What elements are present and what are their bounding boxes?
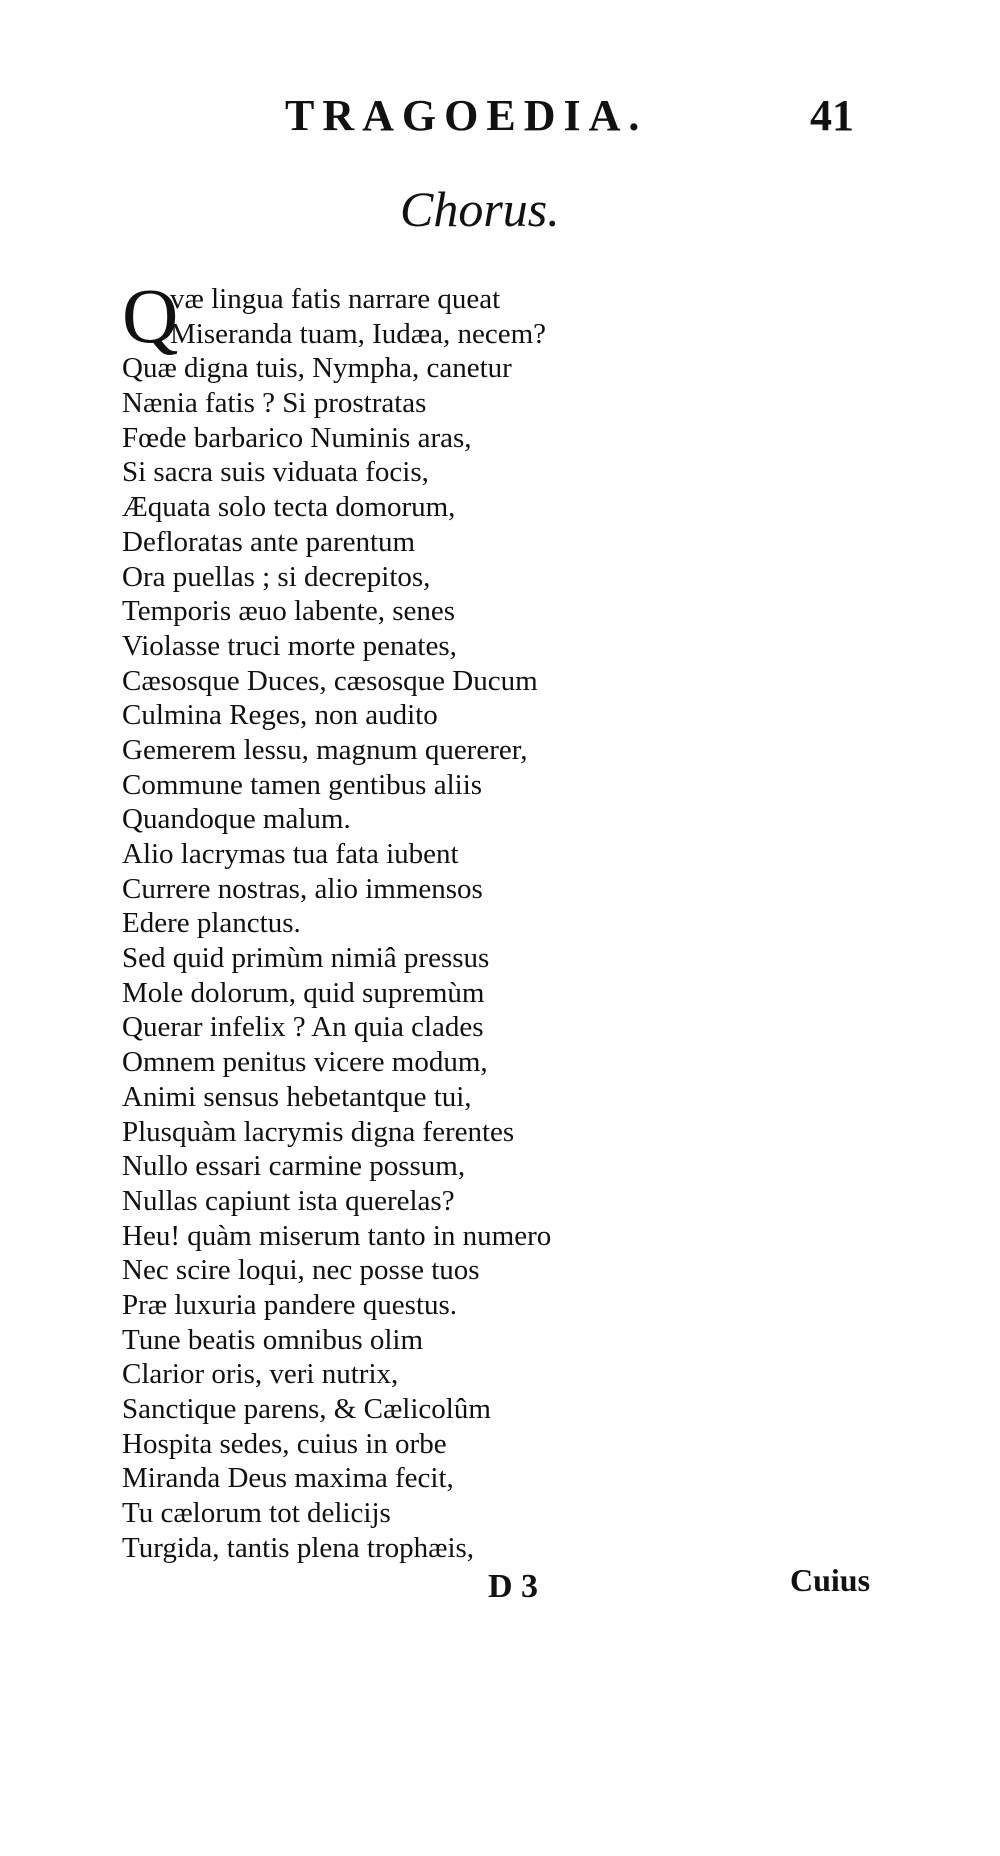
- verse-line: Commune tamen gentibus aliis: [122, 768, 483, 801]
- verse-line: Culmina Reges, non audito: [122, 699, 438, 732]
- signature-mark: D 3: [488, 1568, 539, 1605]
- verse-line: Nullas capiunt ista querelas?: [122, 1184, 455, 1217]
- verse-line: Querar infelix ? An quia clades: [122, 1011, 484, 1044]
- verse-line: Clarior oris, veri nutrix,: [122, 1358, 399, 1391]
- verse-line: Omnem penitus vicere modum,: [122, 1046, 488, 1079]
- verse-line: Præ luxuria pandere questus.: [122, 1288, 458, 1321]
- running-title: TRAGOEDIA.: [285, 91, 648, 140]
- verse-line: Ora puellas ; si decrepitos,: [122, 560, 431, 593]
- verse-line: væ lingua fatis narrare queat: [170, 283, 501, 315]
- verse-line: Sanctique parens, & Cælicolûm: [122, 1393, 491, 1425]
- catchword: Cuius: [790, 1562, 871, 1598]
- verse-line: Temporis æuo labente, senes: [122, 595, 456, 628]
- verse-line: Quæ digna tuis, Nympha, canetur: [122, 352, 512, 385]
- verse-line: Miseranda tuam, Iudæa, necem?: [170, 317, 547, 350]
- verse-line: Tu cælorum tot delicijs: [122, 1497, 391, 1530]
- verse-line: Defloratas ante parentum: [122, 525, 416, 558]
- drop-capital: Q: [122, 272, 179, 359]
- page-number: 41: [810, 91, 854, 140]
- verse-line: Nænia fatis ? Si prostratas: [122, 387, 427, 420]
- verse-line: Quandoque malum.: [122, 803, 351, 836]
- verse-line: Edere planctus.: [122, 907, 301, 940]
- verse-line: Sed quid primùm nimiâ pressus: [122, 942, 490, 975]
- verse-line: Mole dolorum, quid supremùm: [122, 976, 485, 1009]
- verse-line: Heu! quàm miserum tanto in numero: [122, 1219, 552, 1252]
- verse-line: Tune beatis omnibus olim: [122, 1323, 424, 1356]
- verse-line: Plusquàm lacrymis digna ferentes: [122, 1115, 515, 1148]
- verse-line: Currere nostras, alio immensos: [122, 872, 483, 905]
- verse-line: Violasse truci morte penates,: [122, 629, 457, 662]
- section-heading: Chorus.: [400, 181, 560, 237]
- verse-line: Nullo essari carmine possum,: [122, 1150, 466, 1183]
- verse-line: Animi sensus hebetantque tui,: [122, 1080, 472, 1113]
- verse-line: Turgida, tantis plena trophæis,: [122, 1531, 475, 1564]
- verse-line: Hospita sedes, cuius in orbe: [122, 1427, 447, 1460]
- verse-line: Æquata solo tecta domorum,: [122, 491, 456, 524]
- verse-line: Si sacra suis viduata focis,: [122, 456, 429, 489]
- verse-line: Fœde barbarico Numinis aras,: [122, 421, 472, 454]
- verse-line: Cæsosque Duces, cæsosque Ducum: [122, 664, 538, 697]
- verse-line: Miranda Deus maxima fecit,: [122, 1462, 454, 1495]
- verse-line: Alio lacrymas tua fata iubent: [122, 838, 459, 870]
- running-head: [0, 80, 1000, 150]
- verse-block: [122, 282, 722, 1565]
- verse-line: Nec scire loqui, nec posse tuos: [122, 1254, 480, 1287]
- verse-line: Gemerem lessu, magnum quererer,: [122, 733, 528, 766]
